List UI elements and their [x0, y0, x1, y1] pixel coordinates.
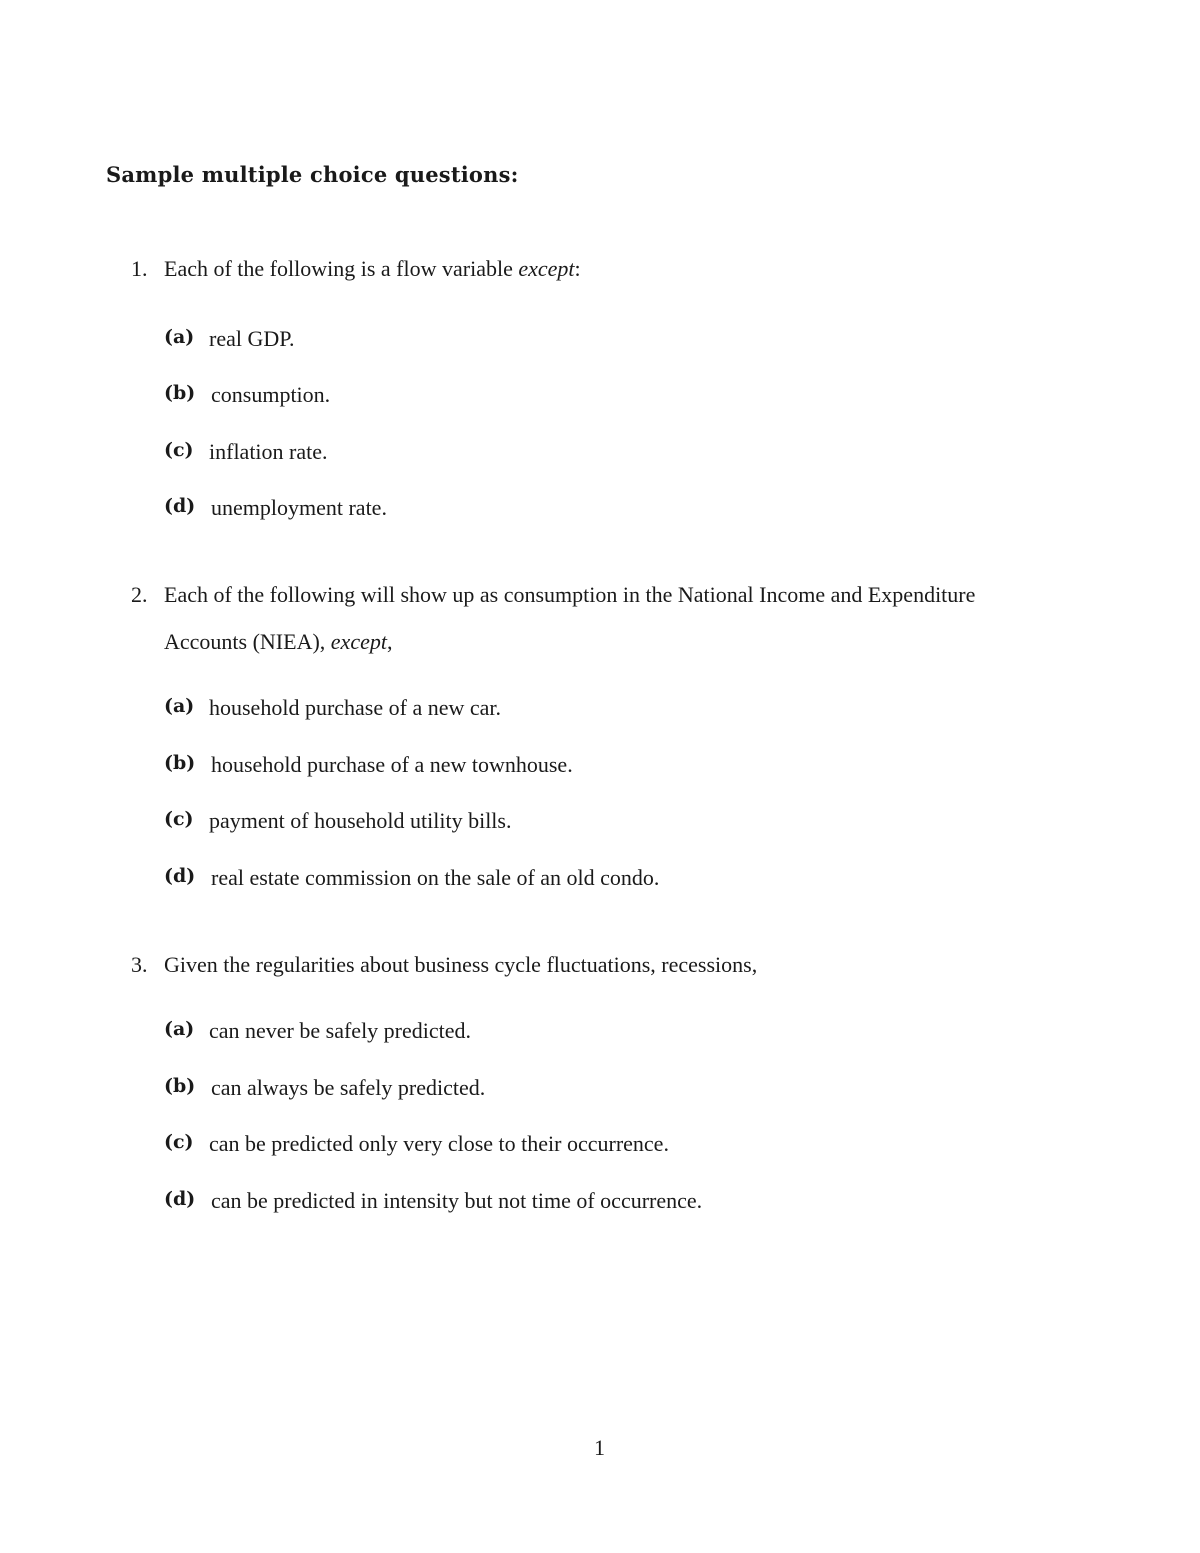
page-heading: Sample multiple choice questions:: [106, 162, 519, 187]
question-text: Each of the following is a flow variable except:: [164, 256, 581, 281]
option-label: (b): [164, 752, 196, 774]
option-label: (c): [164, 439, 194, 461]
option-label: (a): [164, 326, 195, 348]
option-label: (a): [164, 1018, 195, 1040]
question-text: Given the regularities about business cycle fluctuations, recessions,: [164, 952, 758, 977]
option-label: (d): [164, 865, 196, 887]
option-text: unemployment rate.: [211, 495, 387, 520]
option-text: can be predicted only very close to their occurrence.: [209, 1131, 669, 1156]
option-label: (c): [164, 808, 194, 830]
option-label: (a): [164, 695, 195, 717]
question-number: 2.: [131, 582, 148, 607]
option-text: household purchase of a new townhouse.: [211, 752, 573, 777]
option-text: consumption.: [211, 382, 331, 407]
option-label: (d): [164, 1188, 196, 1210]
option-text: payment of household utility bills.: [209, 808, 512, 833]
question-text-line-2: Accounts (NIEA), except,: [164, 629, 393, 654]
page-number: 1: [594, 1435, 605, 1460]
option-text: can always be safely predicted.: [211, 1075, 486, 1100]
option-text: can never be safely predicted.: [209, 1018, 472, 1043]
option-text: can be predicted in intensity but not time of occurrence.: [211, 1188, 703, 1213]
option-label: (c): [164, 1131, 194, 1153]
option-text: inflation rate.: [209, 439, 328, 464]
question-text-line-1: Each of the following will show up as consumption in the National Income and Expenditure: [164, 582, 976, 607]
option-text: household purchase of a new car.: [209, 695, 502, 720]
option-label: (d): [164, 495, 196, 517]
option-label: (b): [164, 1075, 196, 1097]
question-number: 1.: [131, 256, 148, 281]
option-text: real estate commission on the sale of an old condo.: [211, 865, 660, 890]
option-label: (b): [164, 382, 196, 404]
option-text: real GDP.: [209, 326, 295, 351]
question-number: 3.: [131, 952, 148, 977]
